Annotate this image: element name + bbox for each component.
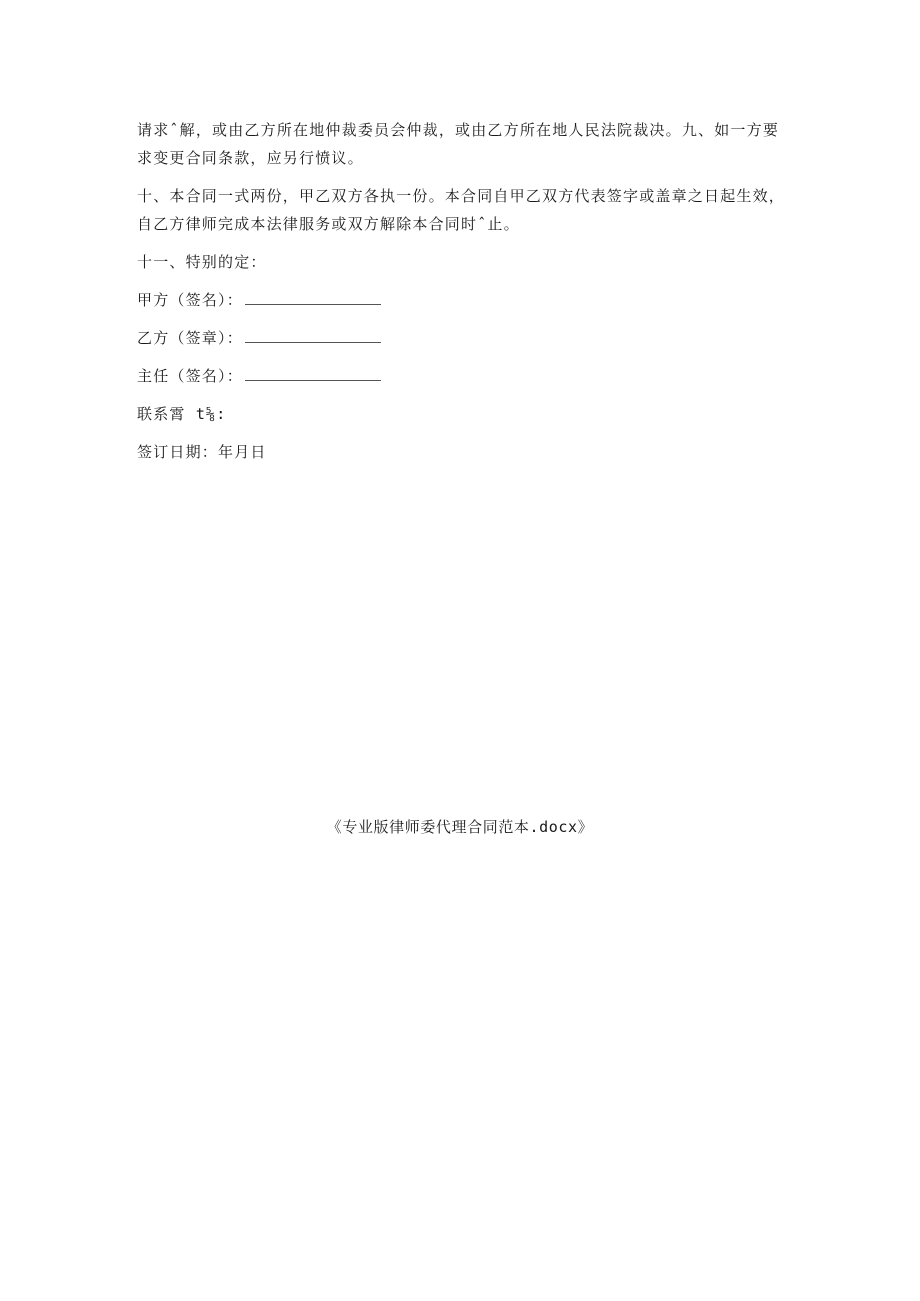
signature-director-label: 主任（签名）： [137, 367, 243, 385]
signature-party-b [137, 324, 787, 352]
signature-director-blank [245, 362, 381, 381]
signature-party-a-label: 甲方（签名）： [137, 291, 243, 309]
document-body [137, 116, 787, 476]
signature-party-a [137, 286, 787, 314]
paragraph-copies-effect: 十、本合同一式两份，甲乙双方各执一份。本合同自甲乙双方代表签字或盖章之日起生效，自乙方律师完成本法律服务或双方解除本合同时ˆ止。 [137, 187, 786, 233]
signature-director [137, 362, 787, 390]
signing-date-label: 签订日期：年月日 [137, 443, 267, 461]
contact-phone-label: 联系霄 t⅝: [137, 405, 227, 423]
signature-party-b-label: 乙方（签章）： [137, 329, 243, 347]
document-filename-footer: 《专业版律师委代理合同范本.docx》 [326, 818, 594, 836]
paragraph-arbitration: 请求ˆ解，或由乙方所在地仲裁委员会仲裁，或由乙方所在地人民法院裁决。九、如一方要求变更合同条款，应另行愤议。 [137, 121, 780, 167]
signature-party-a-blank [245, 286, 381, 305]
signature-party-b-blank [245, 324, 381, 343]
special-terms-label: 十一、特别的定： [137, 253, 267, 271]
